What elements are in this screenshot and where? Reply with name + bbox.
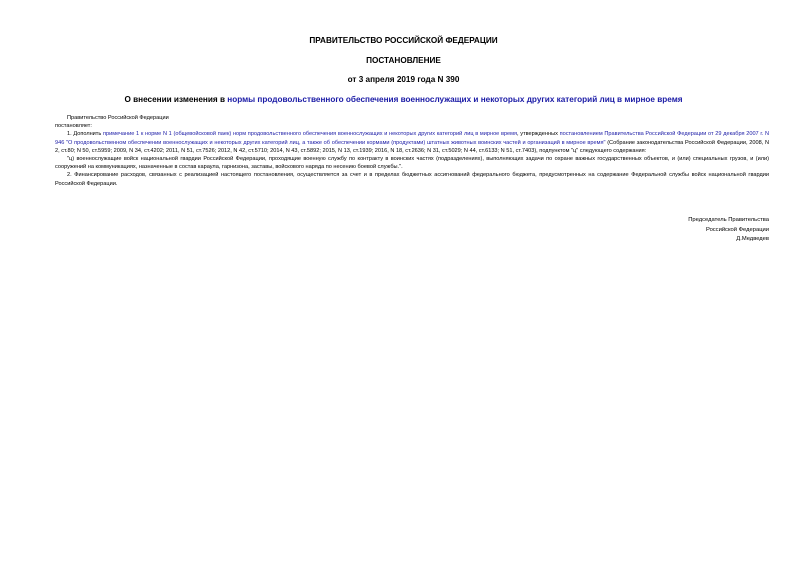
title-prefix: О внесении изменения в (124, 95, 228, 104)
note-1-link[interactable]: примечание 1 к норме N 1 (общевойсковой паек) норм продовольственного обеспечения военнослужащих и некоторых других категорий лиц в мирное время (102, 131, 518, 138)
date-number-heading: от 3 апреля 2019 года N 390 (347, 75, 460, 84)
intro-line-1: Правительство Российской Федерации (67, 115, 169, 121)
paragraph-2: 2. Финансирование расходов, связанных с реализацией настоящего постановления, осуществляется за счет и в пределах бюджетных ассигнований федерального бюджета, предусмотренных на содержание Федеральной службы войск национальной гвардии Российской Федерации. (55, 172, 769, 187)
paragraph-1 (55, 130, 769, 155)
paragraph-1-mid: , утвержденных (517, 131, 560, 138)
paragraph-1-start: 1. Дополнить (67, 131, 103, 138)
document-type-heading: ПОСТАНОВЛЕНИЕ (366, 56, 441, 65)
signature-country: Российской Федерации (705, 226, 769, 233)
title-norms-link[interactable]: нормы продовольственного обеспечения военнослужащих и некоторых других категорий лиц в мирное время (227, 95, 683, 104)
document-body (55, 114, 769, 188)
resolution-946-link[interactable]: постановлением Правительства Российской Федерации от 29 декабря 2007 г. N 946 "О продовольственном обеспечении военнослужащих и некоторых других категорий лиц, а также об обеспечении кормами (продуктами) штатных животных воинских частей и организаций в мирное время" (55, 131, 769, 146)
issuer-heading: ПРАВИТЕЛЬСТВО РОССИЙСКОЙ ФЕДЕРАЦИИ (309, 36, 498, 45)
signature-block (688, 216, 769, 245)
intro-line-2: постановляет: (55, 123, 92, 130)
document-title (0, 95, 807, 105)
quoted-subparagraph: "ц) военнослужащие войск национальной гвардии Российской Федерации, проходящие военную службу по контракту в воинских частях (подразделениях), выполняющих задачи по охране важных государственных объектов, и (или) специальных грузов, и (или) сооружений на коммуникациях, назначенные в состав караула, гарнизона, заставы, войскового наряда по несению боевой службы.". (55, 156, 769, 171)
signature-position: Председатель Правительства (688, 217, 769, 223)
paragraph-1-end: (Собрание законодательства Российской Федерации, 2008, N 2, ст.80; N 50, ст.5959; 2009, N 34, ст.4202; 2011, N 51, ст.7526; 2012, N 42, ст.5710; 2014, N 43, ст.5892; 2015, N 13, ст.1939; 2016, N 18, ст.2636; N 31, ст.5029; N 44, ст.6133; N 51, ст.7403), подпунктом "ц" следующего содержания: (55, 139, 770, 154)
signature-name: Д.Медведев (736, 236, 769, 242)
